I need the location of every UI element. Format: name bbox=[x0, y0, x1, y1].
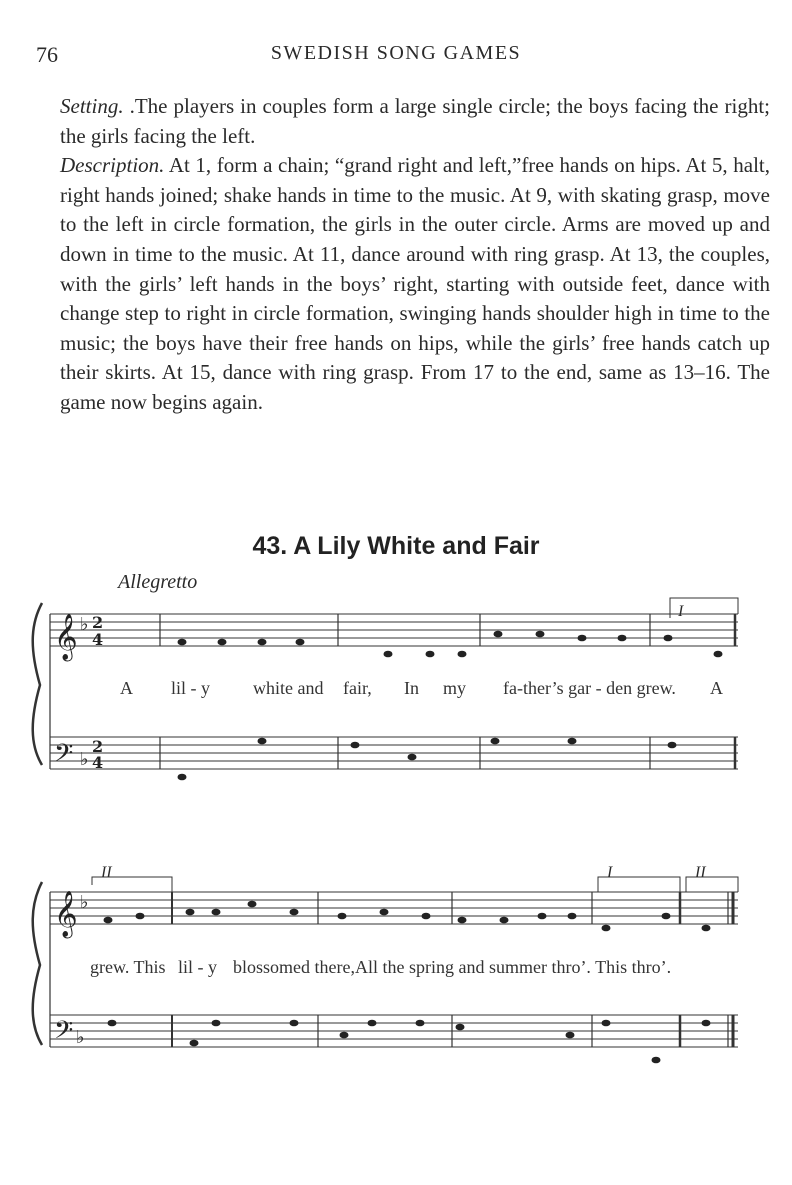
lyric-syllable: lil - y bbox=[171, 678, 210, 698]
volta-2-label-system2-start: II bbox=[101, 864, 112, 881]
note bbox=[458, 651, 467, 658]
lyric-syllable: In bbox=[404, 678, 419, 698]
note bbox=[714, 651, 723, 658]
note bbox=[602, 1020, 611, 1027]
note bbox=[568, 738, 577, 745]
note bbox=[662, 913, 671, 920]
flat-icon: ♭ bbox=[80, 614, 89, 635]
note bbox=[104, 917, 113, 924]
note bbox=[351, 742, 360, 749]
system2-bass-staff bbox=[50, 1015, 738, 1047]
lyric-syllable: lil - y bbox=[178, 957, 217, 977]
song-title: 43. A Lily White and Fair bbox=[252, 532, 540, 560]
note bbox=[578, 635, 587, 642]
tempo-marking: Allegretto bbox=[118, 571, 198, 593]
setting-body: .The players in couples form a large single circle; the boys facing the right; the girls facing the left. bbox=[60, 94, 770, 148]
note bbox=[248, 901, 257, 908]
flat-icon: ♭ bbox=[80, 749, 89, 770]
volta-1-label-system2: I bbox=[607, 864, 613, 881]
running-head: SWEDISH SONG GAMES bbox=[270, 42, 522, 64]
note bbox=[340, 1032, 349, 1039]
note bbox=[536, 631, 545, 638]
lyric-syllable: white and bbox=[253, 678, 324, 698]
description-body: At 1, form a chain; “grand right and left,”free hands on hips. At 5, halt, right hands joined; shake hands in time to the music. At 9, with skating grasp, move to the left in circle formation, the girls in the outer circle. Arms are moved up and down in time to the music. At 11, dance around with ring grasp. At 13, the couples, with the girls’ left hands in the boys’ right, starting with outside feet, dance with change step to right in circle formation, swinging hands shoulder high in time to the music; the boys have their free hands on hips, while the girls’ free hands catch up their skirts. At 15, dance with ring grasp. From 17 to the end, same as 13–16. The game now begins again. bbox=[60, 153, 770, 414]
note bbox=[500, 917, 509, 924]
note bbox=[212, 1020, 221, 1027]
lyric-syllable: fair, bbox=[343, 678, 372, 698]
treble-clef-icon: 𝄞 bbox=[54, 891, 78, 937]
setting-label: Setting. bbox=[60, 94, 124, 118]
lyric-syllable: grew. This bbox=[90, 957, 166, 977]
volta-bracket bbox=[686, 877, 738, 892]
flat-icon: ♭ bbox=[80, 892, 89, 913]
lyric-syllable: blossomed there,All the spring and summer thro’. This thro’. bbox=[233, 957, 672, 977]
note bbox=[426, 651, 435, 658]
lyric-syllable: A bbox=[120, 678, 133, 698]
note bbox=[290, 1020, 299, 1027]
note bbox=[664, 635, 673, 642]
system2-brace bbox=[33, 882, 42, 1045]
note bbox=[456, 1024, 465, 1031]
system2-barlines bbox=[50, 892, 733, 1047]
note bbox=[568, 913, 577, 920]
volta-bracket bbox=[670, 598, 738, 618]
note bbox=[538, 913, 547, 920]
treble-clef-icon: 𝄞 bbox=[54, 614, 78, 660]
note bbox=[186, 909, 195, 916]
system2-treble-staff bbox=[50, 892, 738, 924]
note bbox=[290, 909, 299, 916]
note bbox=[491, 738, 500, 745]
lyric-syllable: my bbox=[443, 678, 467, 698]
flat-icon: ♭ bbox=[76, 1027, 85, 1048]
note bbox=[602, 925, 611, 932]
volta-1-label-system1: I bbox=[678, 603, 684, 620]
lyric-syllable: A bbox=[710, 678, 723, 698]
note bbox=[190, 1040, 199, 1047]
note bbox=[296, 639, 305, 646]
bass-clef-icon: 𝄢 bbox=[54, 1016, 74, 1051]
note bbox=[566, 1032, 575, 1039]
note bbox=[422, 913, 431, 920]
time-signature-top: 2 bbox=[92, 737, 104, 756]
note bbox=[178, 774, 187, 781]
lyric-syllable: fa-ther’s gar - den grew. bbox=[503, 678, 676, 698]
note bbox=[494, 631, 503, 638]
system1-brace bbox=[33, 603, 42, 765]
system1-treble-staff bbox=[50, 614, 738, 646]
note bbox=[108, 1020, 117, 1027]
note bbox=[668, 742, 677, 749]
time-signature-top: 2 bbox=[92, 613, 104, 632]
note bbox=[702, 925, 711, 932]
note bbox=[258, 738, 267, 745]
note bbox=[136, 913, 145, 920]
system1-barlines bbox=[50, 614, 735, 769]
noteheads bbox=[104, 631, 723, 1064]
note bbox=[368, 1020, 377, 1027]
volta-bracket bbox=[598, 877, 680, 892]
system1-bass-staff bbox=[50, 737, 738, 769]
volta-bracket bbox=[92, 877, 172, 892]
time-signature-bottom: 4 bbox=[92, 753, 104, 772]
note bbox=[338, 913, 347, 920]
time-signature-bottom: 4 bbox=[92, 630, 104, 649]
volta-2-label-system2: II bbox=[695, 864, 706, 881]
note bbox=[218, 639, 227, 646]
note bbox=[408, 754, 417, 761]
note bbox=[618, 635, 627, 642]
note bbox=[702, 1020, 711, 1027]
note bbox=[458, 917, 467, 924]
note bbox=[380, 909, 389, 916]
description-label: Description. bbox=[60, 153, 165, 178]
page-number: 76 bbox=[36, 42, 58, 67]
note bbox=[652, 1057, 661, 1064]
bass-clef-icon: 𝄢 bbox=[54, 739, 74, 774]
note bbox=[384, 651, 393, 658]
note bbox=[178, 639, 187, 646]
note bbox=[416, 1020, 425, 1027]
note bbox=[258, 639, 267, 646]
note bbox=[212, 909, 221, 916]
